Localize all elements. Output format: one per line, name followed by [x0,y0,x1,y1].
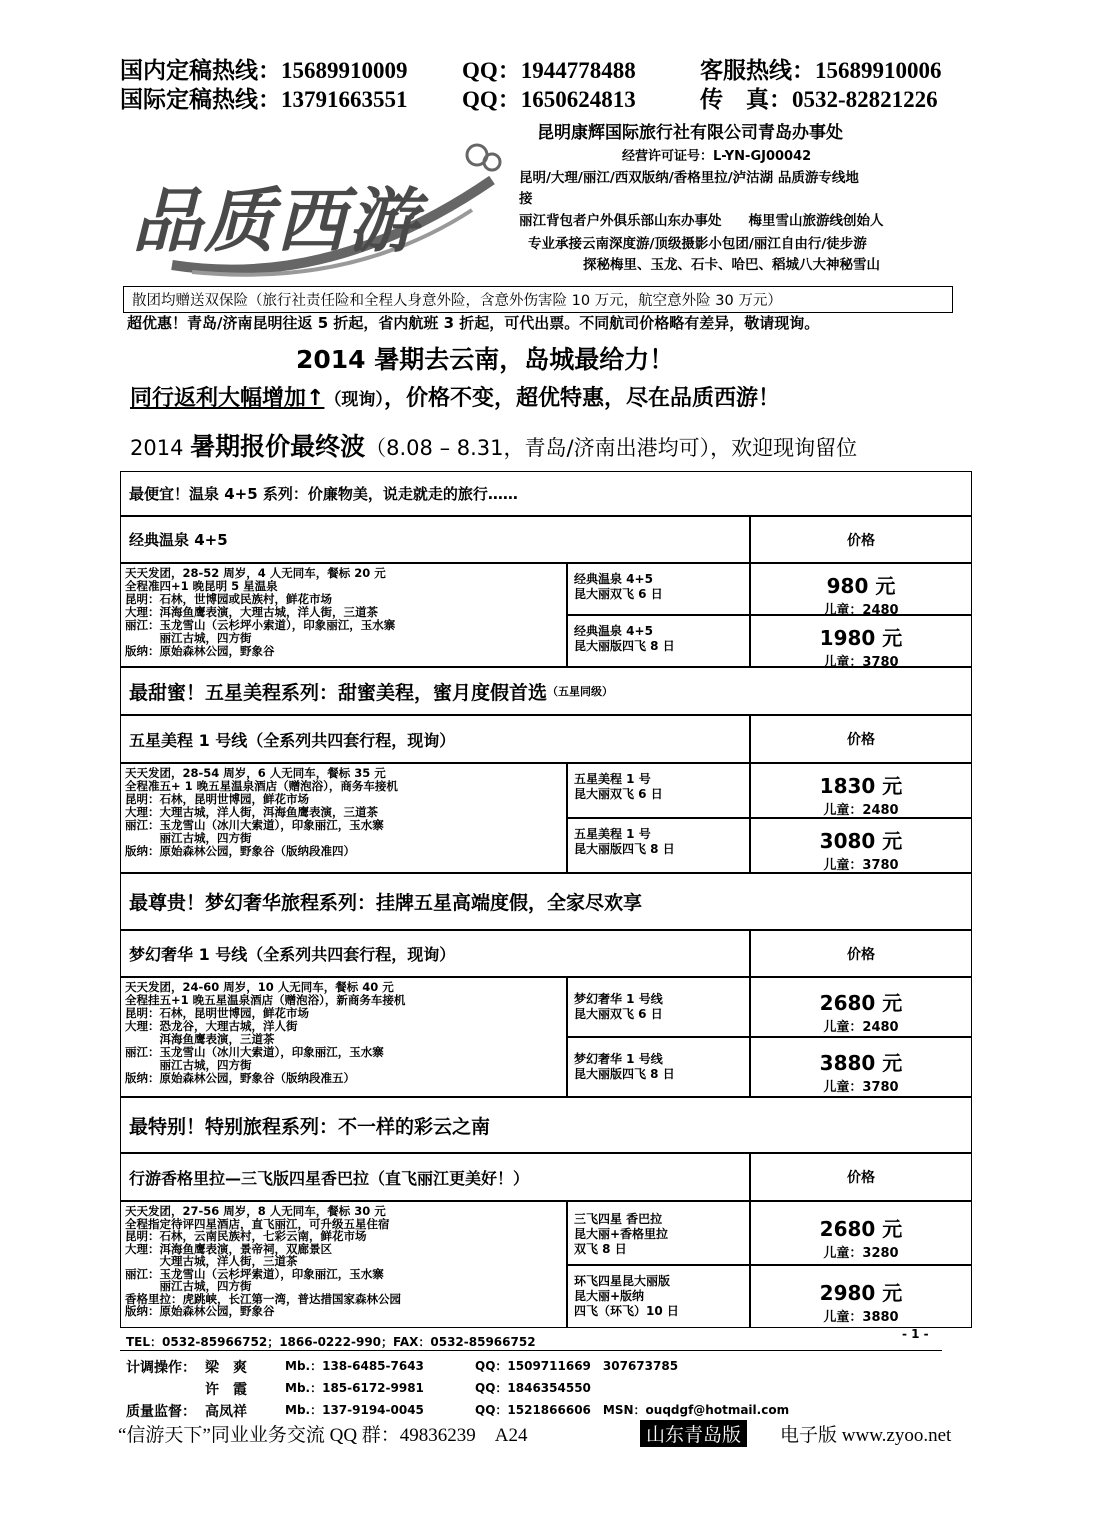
logo [132,140,522,280]
price-value: 2680 元 [819,991,903,1015]
product-route: 经典温泉 4+5 昆大丽版四飞 8 日 [567,615,750,667]
intl-hotline: 国际定稿热线：13791663551 [120,87,408,112]
line-title: 五星美程 1 号线（全系列共四套行程，现询） [120,715,750,763]
product-route: 五星美程 1 号 昆大丽双飞 6 日 [567,763,750,818]
series-header: 最特别！特别旅程系列：不一样的彩云之南 [120,1097,972,1153]
price-value: 3880 元 [819,1051,903,1075]
line-title: 经典温泉 4+5 [120,516,750,563]
product-route: 环飞四星昆大丽版 昆大丽+版纳 四飞（环飞）10 日 [567,1265,750,1328]
price-header: 价格 [750,1153,972,1201]
promo-notice: 超优惠！青岛/济南昆明往返 5 折起，省内航班 3 折起，可代出票。不同航司价格略有差异，敬请现询。 [127,314,820,332]
child-price: 儿童：3880 [823,1310,899,1325]
series-header [120,667,972,715]
intl-qq: QQ：1650624813 [462,87,636,112]
child-price: 儿童：3780 [823,858,899,873]
service-hotline: 客服热线：15689910006 [700,58,942,83]
op1-qq: QQ：1509711669 307673785 [475,1359,679,1373]
page-number: - 1 - [902,1327,929,1341]
fax: 传 真：0532-82821226 [700,87,938,112]
license-number: 经营许可证号：L-YN-GJ00042 [622,149,812,164]
final-offer-year: 2014 [130,436,191,460]
child-price: 儿童：2480 [823,1020,899,1035]
final-offer-dates: （8.08 – 8.31，青岛/济南出港均可），欢迎现询留位 [365,436,858,460]
qq-group: “信游天下”同业业务交流 QQ 群：49836239 A24 [118,1425,528,1446]
itinerary: 天天发团，28-54 周岁，6 人无同车，餐标 35 元 全程准五+ 1 晚五星温泉酒店（赠泡浴），商务车接机 昆明：石林，昆明世博园，鲜花市场 大理：大理古城，洋人街，洱海鱼鹰表演，三道茶 丽江：玉龙雪山（冰川大索道），印象丽江，玉水寨 丽江古城，四方街 版纳：原始森林公园，野象谷（版纳段准四） [120,763,567,873]
logo-text: 品质西游 [132,179,420,262]
price-value: 1980 元 [819,626,903,650]
footer-tel: TEL：0532-85966752；1866-0222-990；FAX：0532-85966752 [126,1335,536,1349]
product-price [750,1265,972,1328]
price-value: 1830 元 [819,774,903,798]
line-title: 梦幻奢华 1 号线（全系列共四套行程，现询） [120,930,750,977]
series-title: 最甜蜜！五星美程系列：甜蜜美程，蜜月度假首选 [129,681,548,704]
qc-label: 质量监督： [126,1404,196,1420]
line-title: 行游香格里拉—三飞版四星香巴拉（直飞丽江更美好！） [120,1153,750,1201]
child-price: 儿童：3780 [823,655,899,670]
final-offer-title: 暑期报价最终波 [190,432,366,461]
qc-mobile: Mb.：137-9194-0045 [285,1403,424,1417]
edition-tag: 山东青岛版 [640,1420,747,1447]
price-header: 价格 [750,516,972,563]
headline: 2014 暑期去云南，岛城最给力！ [296,345,675,374]
service-areas: 昆明/大理/丽江/西双版纳/香格里拉/泸沽湖 品质游专线地 [519,170,859,186]
child-price: 儿童：2480 [823,603,899,618]
service-areas-cont: 接 [519,191,533,207]
product-route: 梦幻奢华 1 号线 昆大丽版四飞 8 日 [567,1037,750,1097]
price-value: 3080 元 [819,829,903,853]
website: 电子版 www.zyoo.net [780,1425,952,1446]
rebate-line [130,381,780,412]
child-price: 儿童：3780 [823,1080,899,1095]
product-price [750,818,972,873]
product-price [750,563,972,618]
qc-qq: QQ：1521866606 MSN：ouqdgf@hotmail.com [475,1403,790,1417]
insurance-notice: 散团均赠送双保险（旅行社责任险和全程人身意外险，含意外伤害险 10 万元，航空意外险 30 万元） [123,286,953,313]
rebate-underlined: 同行返利大幅增加↑ [130,386,325,411]
price-value: 980 元 [826,574,896,598]
child-price: 儿童：2480 [823,803,899,818]
op2-mobile: Mb.：185-6172-9981 [285,1381,424,1395]
product-route: 五星美程 1 号 昆大丽版四飞 8 日 [567,818,750,873]
product-price [750,977,972,1037]
series-header: 最尊贵！梦幻奢华旅程系列：挂牌五星高端度假，全家尽欢享 [120,873,972,930]
price-header: 价格 [750,930,972,977]
domestic-qq: QQ：1944778488 [462,58,636,83]
itinerary: 天天发团，28-52 周岁，4 人无同车，餐标 20 元 全程准四+1 晚昆明 5 星温泉 昆明：石林，世博园或民族村，鲜花市场 大理：洱海鱼鹰表演，大理古城，洋人街，三道茶 丽江：玉龙雪山（云杉坪小索道），印象丽江，玉水寨 丽江古城，四方街 版纳：原始森林公园，野象谷 [120,563,567,667]
op1-mobile: Mb.：138-6485-7643 [285,1359,424,1373]
product-price [750,615,972,670]
op2-qq: QQ：1846354550 [475,1381,591,1395]
rebate-note: （现询） [324,390,384,410]
product-route: 三飞四星 香巴拉 昆大丽+香格里拉 双飞 8 日 [567,1201,750,1265]
final-offer-line [130,427,857,463]
price-value: 2980 元 [819,1281,903,1305]
club-office: 丽江背包者户外俱乐部山东办事处 梅里雪山旅游线创始人 [519,213,884,229]
footer-divider [120,1350,942,1351]
product-price [750,763,972,818]
series-header: 最便宜！温泉 4+5 系列：价廉物美，说走就走的旅行…… [120,471,972,516]
product-price [750,1201,972,1265]
product-route: 梦幻奢华 1 号线 昆大丽双飞 6 日 [567,977,750,1037]
product-route: 经典温泉 4+5 昆大丽双飞 6 日 [567,563,750,615]
op-label: 计调操作： [126,1360,196,1376]
price-value: 2680 元 [819,1217,903,1241]
company-name: 昆明康辉国际旅行社有限公司青岛办事处 [537,123,843,143]
series-note: （五星同级） [547,685,614,698]
price-header: 价格 [750,715,972,763]
itinerary: 天天发团，27-56 周岁，8 人无同车，餐标 30 元 全程指定待评四星酒店，直飞丽江，可升级五星住宿 昆明：石林，云南民族村，七彩云南，鲜花市场 大理：洱海鱼鹰表演，景帝祠，双廊景区 大理古城，洋人街，三道茶 丽江：玉龙雪山（云杉坪索道），印象丽江，玉水寨 丽江古城，四方街 香格里拉：虎跳峡，长江第一湾，普达措国家森林公园 版纳：原始森林公园，野象谷 [120,1201,567,1328]
specialty: 专业承接云南深度游/顶级摄影小包团/丽江自由行/徒步游 [528,236,867,252]
op1-name: 梁 爽 [205,1360,247,1376]
rebate-rest: ，价格不变，超优特惠，尽在品质西游！ [383,386,780,411]
qc-name: 高凤祥 [205,1404,247,1420]
itinerary: 天天发团，24-60 周岁，10 人无同车，餐标 40 元 全程挂五+1 晚五星温泉酒店（赠泡浴），新商务车接机 昆明：石林，昆明世博园，鲜花市场 大理：恐龙谷，大理古城，洋人街 洱海鱼鹰表演，三道茶 丽江：玉龙雪山（冰川大索道），印象丽江，玉水寨 丽江古城，四方街 版纳：原始森林公园，野象谷（版纳段准五） [120,977,567,1097]
op2-name: 许 霞 [205,1382,247,1398]
child-price: 儿童：3280 [823,1246,899,1261]
domestic-hotline: 国内定稿热线：15689910009 [120,58,408,83]
snow-mountains: 探秘梅里、玉龙、石卡、哈巴、稻城八大神秘雪山 [583,257,880,273]
product-price [750,1037,972,1097]
